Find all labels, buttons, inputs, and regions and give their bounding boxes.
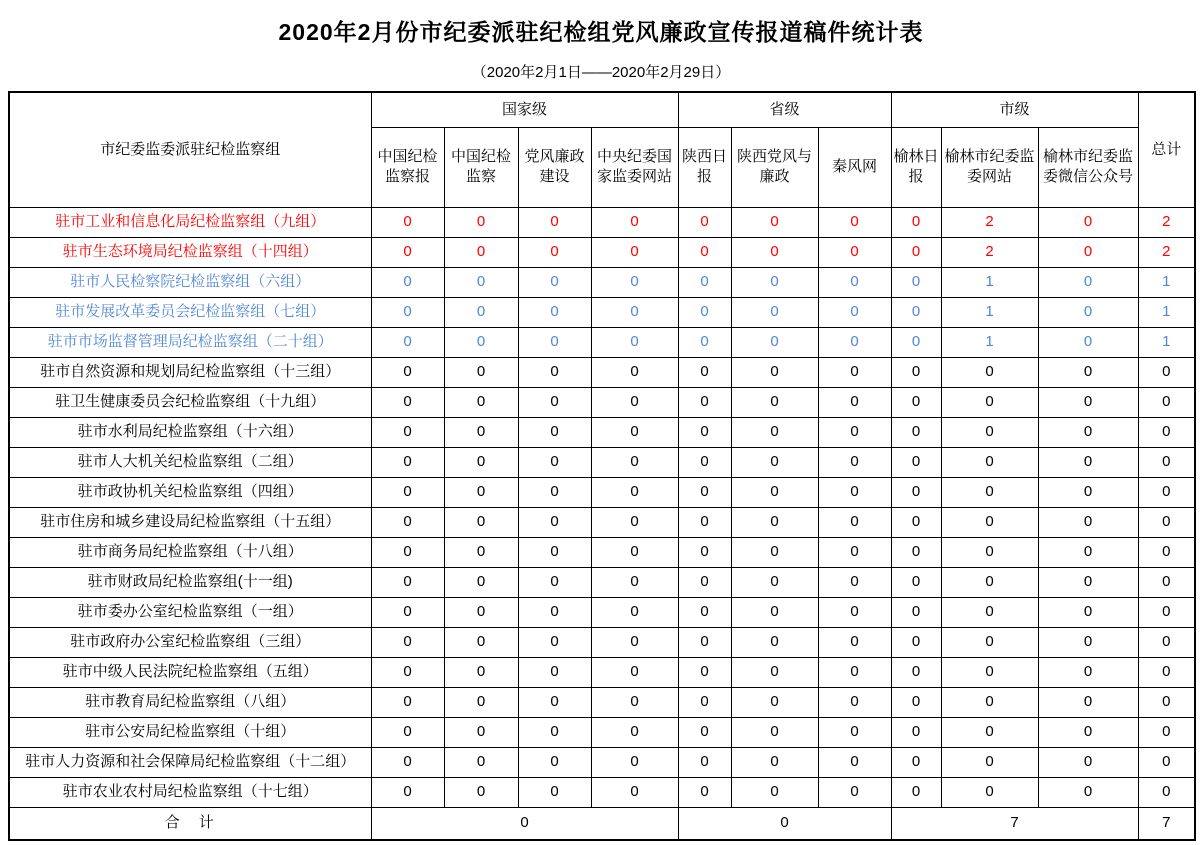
- value-cell: 0: [444, 597, 518, 627]
- row-name-cell: 驻市市场监督管理局纪检监察组（二十组）: [9, 327, 371, 357]
- table-row: [9, 207, 1195, 237]
- value-cell: 0: [591, 297, 678, 327]
- row-total-cell: 0: [1138, 627, 1195, 657]
- row-total-cell: 1: [1138, 297, 1195, 327]
- value-cell: 0: [678, 327, 731, 357]
- value-cell: 0: [731, 717, 818, 747]
- value-cell: 0: [818, 777, 891, 807]
- row-name-cell: 驻市政协机关纪检监察组（四组）: [9, 477, 371, 507]
- group-header-cell: 市级: [891, 92, 1138, 127]
- value-cell: 0: [1038, 207, 1138, 237]
- value-cell: 0: [731, 657, 818, 687]
- row-name-cell: 驻市人大机关纪检监察组（二组）: [9, 447, 371, 477]
- value-cell: 0: [818, 687, 891, 717]
- value-cell: 0: [941, 447, 1038, 477]
- row-total-cell: 0: [1138, 357, 1195, 387]
- value-cell: 0: [444, 477, 518, 507]
- column-header-cell: 中国纪检监察报: [371, 127, 444, 207]
- value-cell: 0: [518, 567, 591, 597]
- row-name-cell: 驻市自然资源和规划局纪检监察组（十三组）: [9, 357, 371, 387]
- value-cell: 0: [1038, 447, 1138, 477]
- value-cell: 1: [941, 297, 1038, 327]
- row-name-cell: 驻市教育局纪检监察组（八组）: [9, 687, 371, 717]
- row-name-cell: 驻市中级人民法院纪检监察组（五组）: [9, 657, 371, 687]
- value-cell: 0: [371, 267, 444, 297]
- value-cell: 0: [818, 717, 891, 747]
- value-cell: 0: [1038, 297, 1138, 327]
- value-cell: 0: [371, 327, 444, 357]
- value-cell: 0: [444, 447, 518, 477]
- value-cell: 0: [371, 447, 444, 477]
- value-cell: 0: [518, 507, 591, 537]
- table-row: [9, 717, 1195, 747]
- value-cell: 0: [731, 387, 818, 417]
- value-cell: 0: [518, 207, 591, 237]
- row-name-cell: 驻市生态环境局纪检监察组（十四组）: [9, 237, 371, 267]
- value-cell: 0: [371, 747, 444, 777]
- value-cell: 0: [444, 297, 518, 327]
- value-cell: 0: [731, 627, 818, 657]
- value-cell: 0: [818, 357, 891, 387]
- row-total-cell: 0: [1138, 507, 1195, 537]
- value-cell: 0: [891, 327, 941, 357]
- value-cell: 0: [818, 567, 891, 597]
- value-cell: 0: [444, 657, 518, 687]
- table-row: [9, 447, 1195, 477]
- table-row: [9, 237, 1195, 267]
- table-footer: [9, 807, 1195, 840]
- table-row: [9, 597, 1195, 627]
- value-cell: 0: [941, 357, 1038, 387]
- value-cell: 2: [941, 237, 1038, 267]
- value-cell: 0: [371, 567, 444, 597]
- value-cell: 0: [818, 477, 891, 507]
- value-cell: 1: [941, 327, 1038, 357]
- value-cell: 0: [891, 417, 941, 447]
- value-cell: 0: [518, 357, 591, 387]
- value-cell: 0: [1038, 597, 1138, 627]
- value-cell: 0: [518, 327, 591, 357]
- value-cell: 0: [818, 537, 891, 567]
- value-cell: 0: [678, 267, 731, 297]
- value-cell: 0: [371, 417, 444, 447]
- value-cell: 0: [941, 567, 1038, 597]
- value-cell: 0: [678, 417, 731, 447]
- row-name-cell: 驻市工业和信息化局纪检监察组（九组）: [9, 207, 371, 237]
- value-cell: 0: [678, 717, 731, 747]
- value-cell: 0: [591, 207, 678, 237]
- value-cell: 0: [731, 207, 818, 237]
- table-row: [9, 777, 1195, 807]
- value-cell: 0: [518, 747, 591, 777]
- table-row: [9, 477, 1195, 507]
- value-cell: 0: [941, 417, 1038, 447]
- value-cell: 0: [371, 657, 444, 687]
- row-total-cell: 0: [1138, 447, 1195, 477]
- column-header-cell: 榆林市纪委监委微信公众号: [1038, 127, 1138, 207]
- value-cell: 0: [518, 477, 591, 507]
- value-cell: 0: [941, 507, 1038, 537]
- value-cell: 0: [591, 627, 678, 657]
- value-cell: 0: [591, 507, 678, 537]
- column-header-cell: 陕西日报: [678, 127, 731, 207]
- value-cell: 0: [891, 747, 941, 777]
- value-cell: 0: [731, 297, 818, 327]
- value-cell: 0: [678, 747, 731, 777]
- value-cell: 0: [678, 597, 731, 627]
- value-cell: 0: [444, 747, 518, 777]
- row-name-cell: 驻市商务局纪检监察组（十八组）: [9, 537, 371, 567]
- value-cell: 0: [818, 417, 891, 447]
- value-cell: 0: [444, 507, 518, 537]
- value-cell: 0: [731, 417, 818, 447]
- value-cell: 0: [371, 357, 444, 387]
- value-cell: 0: [518, 717, 591, 747]
- value-cell: 0: [444, 207, 518, 237]
- value-cell: 0: [591, 687, 678, 717]
- table-row: [9, 627, 1195, 657]
- footer-label-cell: 合 计: [9, 807, 371, 840]
- value-cell: 0: [1038, 267, 1138, 297]
- value-cell: 0: [678, 537, 731, 567]
- row-total-cell: 2: [1138, 207, 1195, 237]
- value-cell: 0: [1038, 687, 1138, 717]
- table-row: [9, 657, 1195, 687]
- value-cell: 0: [518, 267, 591, 297]
- value-cell: 0: [1038, 327, 1138, 357]
- value-cell: 0: [731, 597, 818, 627]
- value-cell: 0: [891, 207, 941, 237]
- row-total-cell: 0: [1138, 387, 1195, 417]
- row-name-cell: 驻市政府办公室纪检监察组（三组）: [9, 627, 371, 657]
- row-total-cell: 2: [1138, 237, 1195, 267]
- table-header: [9, 92, 1195, 207]
- value-cell: 0: [941, 777, 1038, 807]
- value-cell: 0: [1038, 657, 1138, 687]
- row-name-cell: 驻市公安局纪检监察组（十组）: [9, 717, 371, 747]
- value-cell: 0: [444, 237, 518, 267]
- value-cell: 0: [591, 717, 678, 747]
- row-total-cell: 0: [1138, 567, 1195, 597]
- value-cell: 0: [591, 417, 678, 447]
- value-cell: 0: [371, 537, 444, 567]
- row-name-cell: 驻市农业农村局纪检监察组（十七组）: [9, 777, 371, 807]
- value-cell: 0: [518, 777, 591, 807]
- value-cell: 0: [941, 387, 1038, 417]
- footer-group-total-cell: 0: [371, 807, 678, 840]
- value-cell: 0: [444, 537, 518, 567]
- value-cell: 0: [678, 207, 731, 237]
- value-cell: 0: [518, 447, 591, 477]
- value-cell: 0: [678, 777, 731, 807]
- value-cell: 0: [591, 387, 678, 417]
- value-cell: 0: [591, 747, 678, 777]
- footer-total-cell: 7: [1138, 807, 1195, 840]
- value-cell: 0: [941, 627, 1038, 657]
- value-cell: 0: [444, 357, 518, 387]
- value-cell: 1: [941, 267, 1038, 297]
- value-cell: 0: [891, 447, 941, 477]
- value-cell: 0: [891, 237, 941, 267]
- value-cell: 0: [518, 417, 591, 447]
- row-total-cell: 1: [1138, 327, 1195, 357]
- value-cell: 0: [731, 507, 818, 537]
- value-cell: 0: [678, 357, 731, 387]
- value-cell: 0: [941, 537, 1038, 567]
- value-cell: 0: [678, 387, 731, 417]
- row-name-cell: 驻市人力资源和社会保障局纪检监察组（十二组）: [9, 747, 371, 777]
- value-cell: 0: [591, 597, 678, 627]
- value-cell: 0: [1038, 777, 1138, 807]
- row-name-cell: 驻市住房和城乡建设局纪检监察组（十五组）: [9, 507, 371, 537]
- value-cell: 0: [1038, 747, 1138, 777]
- corner-header-cell: 市纪委监委派驻纪检监察组: [9, 92, 371, 207]
- row-total-cell: 0: [1138, 597, 1195, 627]
- value-cell: 0: [518, 687, 591, 717]
- value-cell: 0: [1038, 387, 1138, 417]
- column-header-cell: 陕西党风与廉政: [731, 127, 818, 207]
- value-cell: 0: [818, 207, 891, 237]
- footer-group-total-cell: 7: [891, 807, 1138, 840]
- table-row: [9, 327, 1195, 357]
- value-cell: 0: [891, 357, 941, 387]
- value-cell: 0: [371, 237, 444, 267]
- value-cell: 0: [818, 267, 891, 297]
- table-row: [9, 537, 1195, 567]
- value-cell: 0: [818, 627, 891, 657]
- value-cell: 0: [941, 477, 1038, 507]
- column-header-cell: 中央纪委国家监委网站: [591, 127, 678, 207]
- value-cell: 0: [731, 237, 818, 267]
- value-cell: 0: [891, 507, 941, 537]
- value-cell: 0: [371, 717, 444, 747]
- value-cell: 0: [444, 327, 518, 357]
- value-cell: 0: [1038, 717, 1138, 747]
- row-total-cell: 0: [1138, 417, 1195, 447]
- value-cell: 0: [371, 297, 444, 327]
- value-cell: 0: [371, 477, 444, 507]
- value-cell: 0: [818, 447, 891, 477]
- value-cell: 0: [731, 567, 818, 597]
- value-cell: 0: [591, 657, 678, 687]
- value-cell: 0: [444, 777, 518, 807]
- value-cell: 0: [444, 627, 518, 657]
- value-cell: 0: [941, 717, 1038, 747]
- row-total-cell: 0: [1138, 537, 1195, 567]
- group-header-cell: 省级: [678, 92, 891, 127]
- value-cell: 0: [891, 627, 941, 657]
- row-name-cell: 驻市水利局纪检监察组（十六组）: [9, 417, 371, 447]
- column-header-cell: 榆林市纪委监委网站: [941, 127, 1038, 207]
- row-name-cell: 驻卫生健康委员会纪检监察组（十九组）: [9, 387, 371, 417]
- value-cell: 0: [678, 447, 731, 477]
- value-cell: 0: [591, 267, 678, 297]
- table-row: [9, 387, 1195, 417]
- value-cell: 0: [891, 537, 941, 567]
- value-cell: 0: [731, 327, 818, 357]
- value-cell: 0: [591, 477, 678, 507]
- value-cell: 0: [731, 747, 818, 777]
- group-header-cell: 国家级: [371, 92, 678, 127]
- value-cell: 0: [1038, 357, 1138, 387]
- value-cell: 0: [371, 507, 444, 537]
- table-row: [9, 747, 1195, 777]
- value-cell: 0: [1038, 537, 1138, 567]
- value-cell: 0: [891, 567, 941, 597]
- value-cell: 0: [444, 567, 518, 597]
- value-cell: 0: [371, 627, 444, 657]
- value-cell: 0: [1038, 507, 1138, 537]
- value-cell: 0: [941, 687, 1038, 717]
- table-body: [9, 207, 1195, 807]
- total-header-cell: 总计: [1138, 92, 1195, 207]
- value-cell: 0: [818, 387, 891, 417]
- value-cell: 0: [678, 477, 731, 507]
- value-cell: 0: [731, 777, 818, 807]
- table-row: [9, 417, 1195, 447]
- value-cell: 0: [518, 297, 591, 327]
- value-cell: 0: [678, 297, 731, 327]
- value-cell: 0: [591, 237, 678, 267]
- value-cell: 0: [371, 777, 444, 807]
- value-cell: 0: [891, 657, 941, 687]
- row-name-cell: 驻市发展改革委员会纪检监察组（七组）: [9, 297, 371, 327]
- value-cell: 0: [891, 477, 941, 507]
- value-cell: 0: [731, 537, 818, 567]
- value-cell: 0: [731, 477, 818, 507]
- row-total-cell: 0: [1138, 687, 1195, 717]
- value-cell: 0: [891, 297, 941, 327]
- row-total-cell: 0: [1138, 657, 1195, 687]
- row-name-cell: 驻市委办公室纪检监察组（一组）: [9, 597, 371, 627]
- row-total-cell: 0: [1138, 477, 1195, 507]
- value-cell: 0: [941, 597, 1038, 627]
- table-row: [9, 357, 1195, 387]
- value-cell: 0: [444, 267, 518, 297]
- value-cell: 0: [678, 627, 731, 657]
- value-cell: 0: [818, 237, 891, 267]
- row-total-cell: 0: [1138, 777, 1195, 807]
- column-header-cell: 秦风网: [818, 127, 891, 207]
- value-cell: 0: [891, 387, 941, 417]
- value-cell: 0: [371, 207, 444, 237]
- value-cell: 0: [678, 687, 731, 717]
- value-cell: 0: [818, 297, 891, 327]
- value-cell: 0: [818, 747, 891, 777]
- value-cell: 0: [818, 507, 891, 537]
- value-cell: 0: [518, 237, 591, 267]
- value-cell: 0: [678, 657, 731, 687]
- value-cell: 0: [891, 717, 941, 747]
- value-cell: 0: [818, 327, 891, 357]
- statistics-table: [8, 91, 1196, 841]
- value-cell: 0: [731, 357, 818, 387]
- value-cell: 0: [591, 447, 678, 477]
- value-cell: 0: [818, 657, 891, 687]
- value-cell: 0: [1038, 417, 1138, 447]
- row-name-cell: 驻市人民检察院纪检监察组（六组）: [9, 267, 371, 297]
- value-cell: 0: [891, 687, 941, 717]
- row-total-cell: 0: [1138, 717, 1195, 747]
- column-header-cell: 党风廉政建设: [518, 127, 591, 207]
- value-cell: 0: [444, 387, 518, 417]
- footer-row: [9, 807, 1195, 840]
- value-cell: 0: [518, 657, 591, 687]
- row-total-cell: 1: [1138, 267, 1195, 297]
- value-cell: 0: [371, 387, 444, 417]
- row-name-cell: 驻市财政局纪检监察组(十一组): [9, 567, 371, 597]
- table-row: [9, 297, 1195, 327]
- value-cell: 0: [678, 237, 731, 267]
- value-cell: 0: [444, 687, 518, 717]
- value-cell: 0: [591, 777, 678, 807]
- value-cell: 0: [891, 777, 941, 807]
- value-cell: 0: [891, 597, 941, 627]
- value-cell: 2: [941, 207, 1038, 237]
- value-cell: 0: [1038, 567, 1138, 597]
- table-row: [9, 687, 1195, 717]
- column-header-cell: 中国纪检监察: [444, 127, 518, 207]
- value-cell: 0: [731, 687, 818, 717]
- row-total-cell: 0: [1138, 747, 1195, 777]
- value-cell: 0: [1038, 237, 1138, 267]
- value-cell: 0: [518, 597, 591, 627]
- value-cell: 0: [371, 597, 444, 627]
- page-subtitle: （2020年2月1日——2020年2月29日）: [471, 64, 731, 81]
- value-cell: 0: [518, 537, 591, 567]
- footer-group-total-cell: 0: [678, 807, 891, 840]
- value-cell: 0: [444, 417, 518, 447]
- value-cell: 0: [591, 537, 678, 567]
- table-row: [9, 567, 1195, 597]
- value-cell: 0: [818, 597, 891, 627]
- value-cell: 0: [731, 267, 818, 297]
- value-cell: 0: [591, 327, 678, 357]
- value-cell: 0: [678, 567, 731, 597]
- value-cell: 0: [591, 357, 678, 387]
- value-cell: 0: [941, 747, 1038, 777]
- value-cell: 0: [518, 627, 591, 657]
- value-cell: 0: [891, 267, 941, 297]
- page-title: 2020年2月份市纪委派驻纪检组党风廉政宣传报道稿件统计表: [278, 19, 924, 45]
- value-cell: 0: [1038, 477, 1138, 507]
- value-cell: 0: [371, 687, 444, 717]
- table-row: [9, 267, 1195, 297]
- value-cell: 0: [731, 447, 818, 477]
- value-cell: 0: [518, 387, 591, 417]
- column-header-cell: 榆林日报: [891, 127, 941, 207]
- value-cell: 0: [941, 657, 1038, 687]
- value-cell: 0: [591, 567, 678, 597]
- value-cell: 0: [1038, 627, 1138, 657]
- table-row: [9, 507, 1195, 537]
- value-cell: 0: [678, 507, 731, 537]
- value-cell: 0: [444, 717, 518, 747]
